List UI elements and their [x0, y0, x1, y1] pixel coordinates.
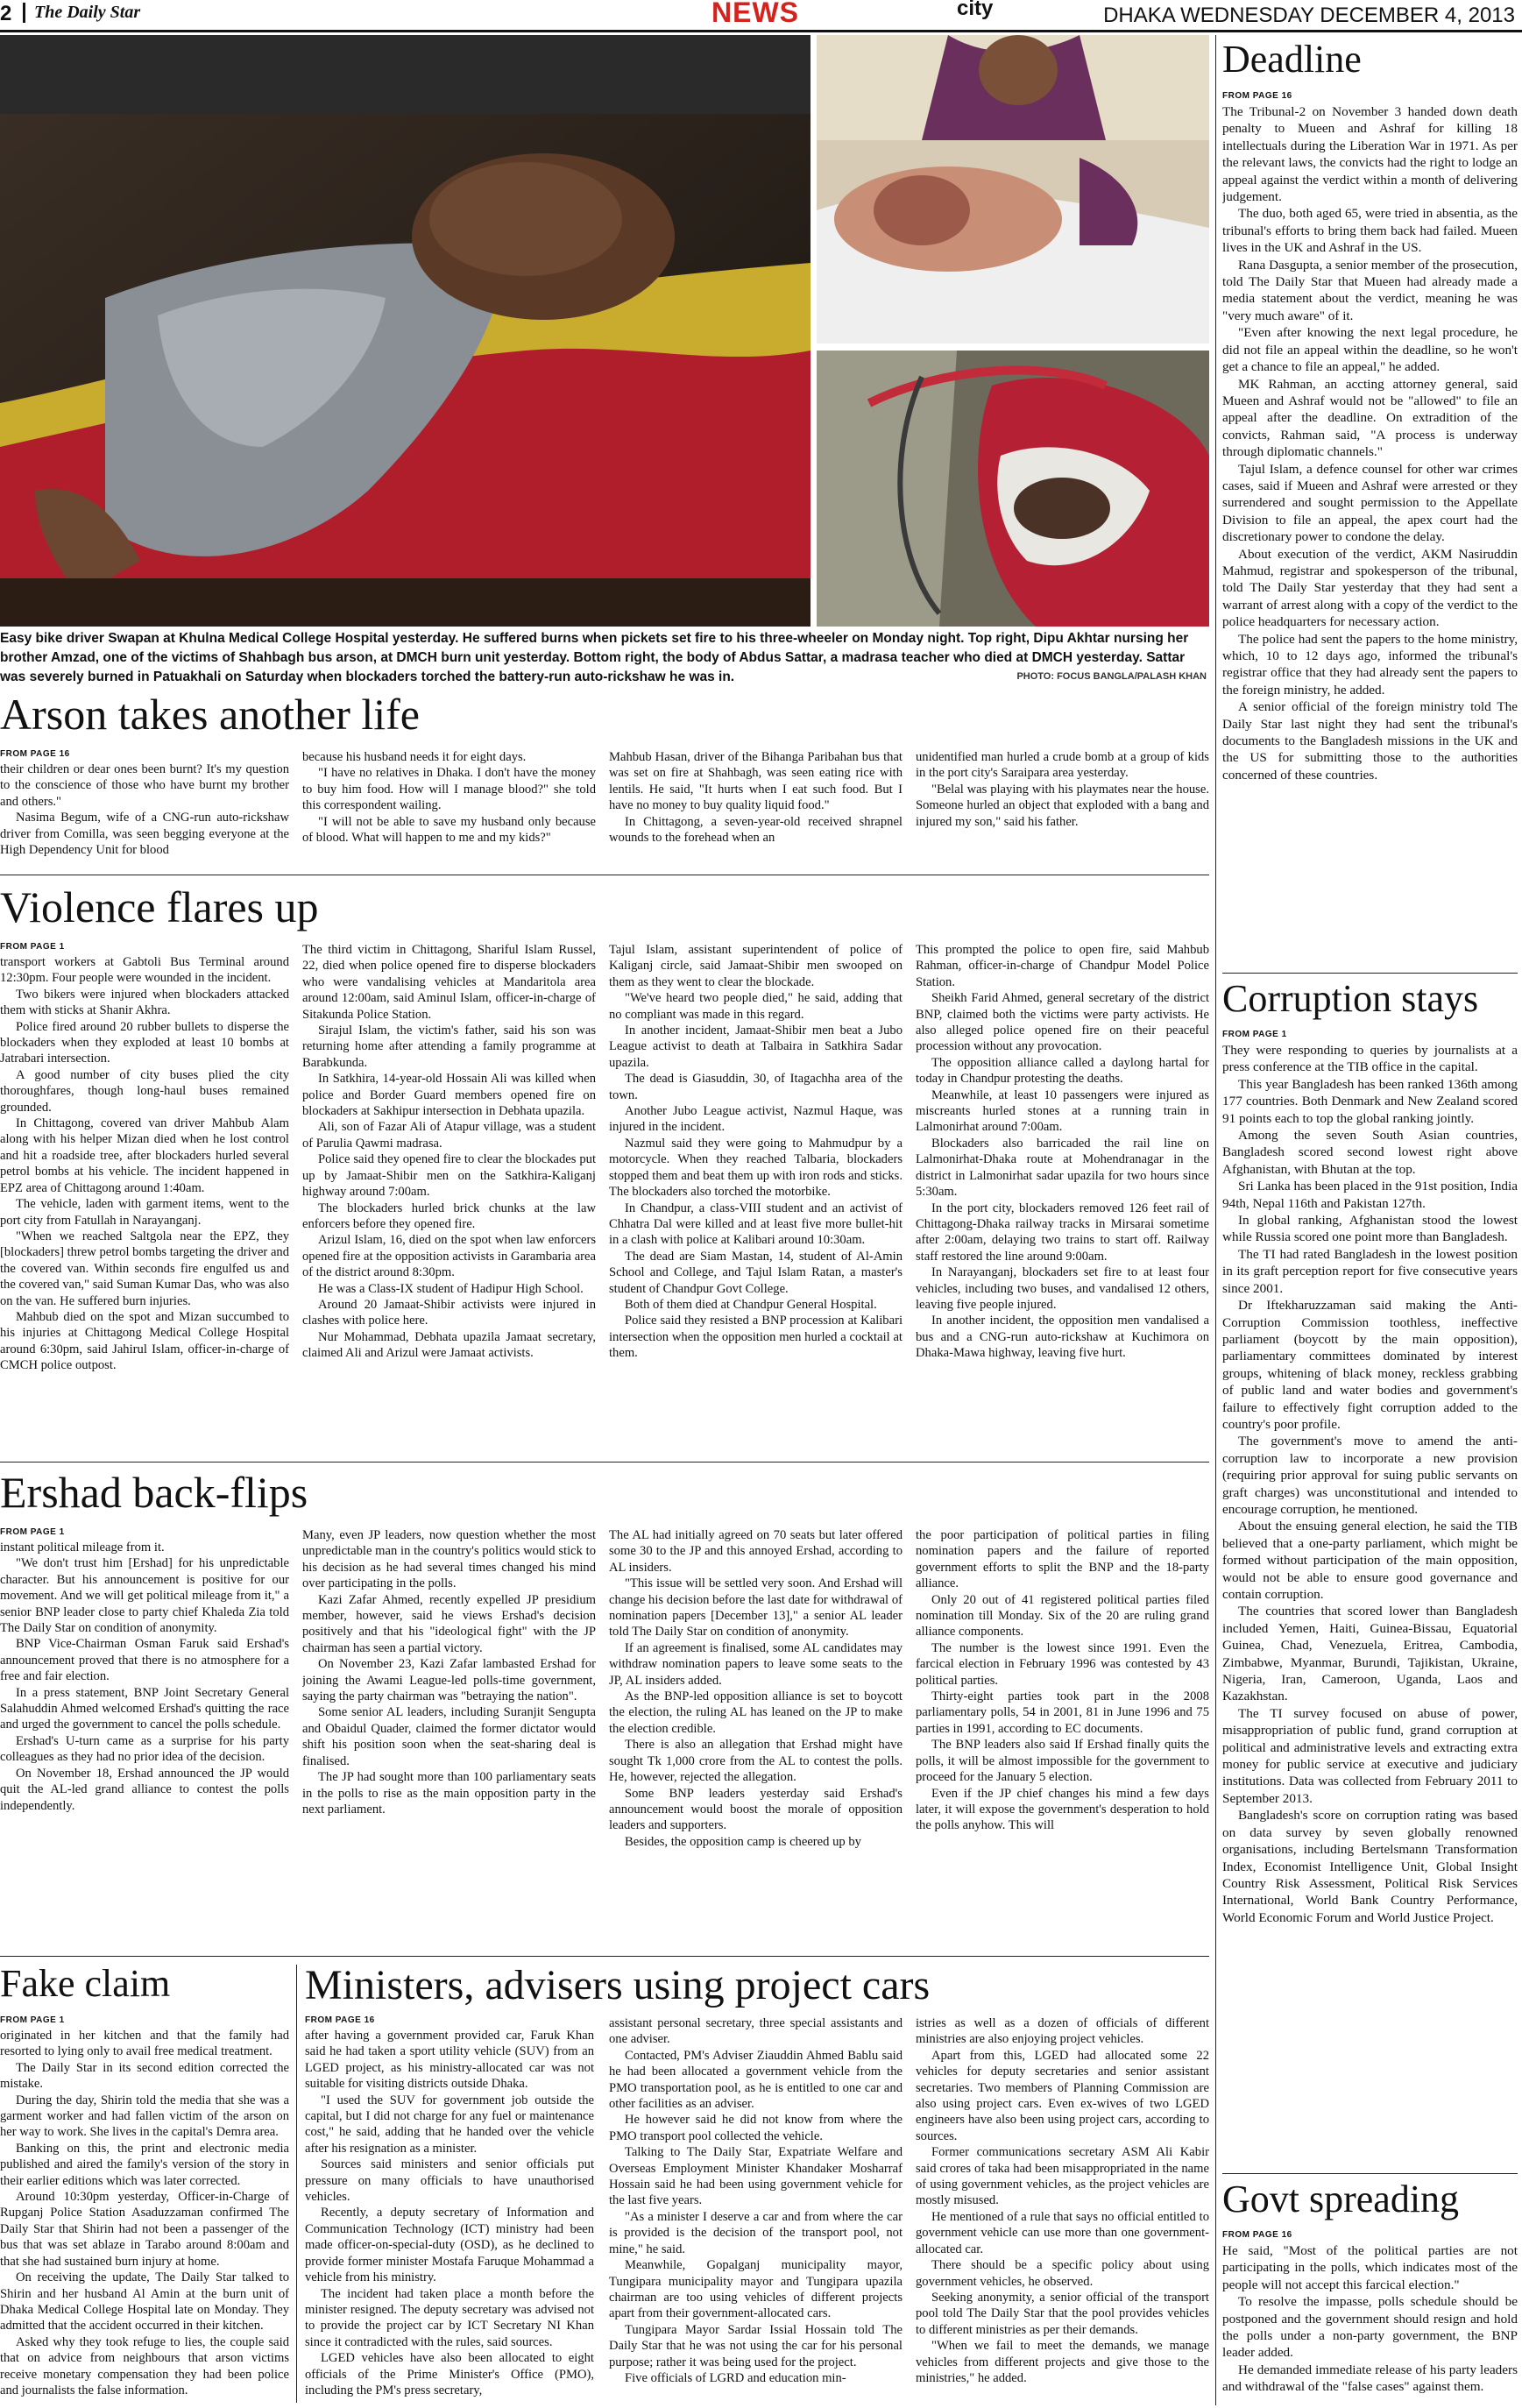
article-violence-col-2: [302, 942, 596, 1454]
paragraph: Dr Iftekharuzzaman said making the Anti-Corruption Commission toothless, ineffective parliament (boycott by the main opposition), parliamentary committees dominated by interest groups, whitening of black money, reckless grabbing of public land and water bodies and government's failure to effectively fight corruption added to the country's poor profile.: [1222, 1298, 1518, 1432]
paragraph: The dead is Giasuddin, 30, of Itagachha area of the town.: [609, 1072, 903, 1102]
paragraph: The opposition alliance called a daylong hartal for today in Chandpur protesting the deaths.: [916, 1055, 1209, 1087]
paragraph: Both of them died at Chandpur General Hospital.: [625, 1297, 877, 1312]
paragraph: On November 18, Ershad announced the JP would quit the AL-led grand alliance to contest the polls independently.: [0, 1766, 289, 1813]
paragraph: Talking to The Daily Star, Expatriate Welfare and Overseas Employment Minister Khandaker Mosharraf Hossain said he had been using government vehicle for the last five years.: [609, 2145, 903, 2208]
paragraph: instant political mileage from it.: [0, 1540, 165, 1555]
paragraph: Former communications secretary ASM Ali Kabir said crores of taka had been misappropriated in the name of using government vehicles, as the project vehicles are mostly misused.: [916, 2145, 1209, 2208]
paragraph: Some senior AL leaders, including Suranjit Sengupta and Obaidul Quader, claimed the former dictator would shift his position soon when the seat-sharing deal is finalised.: [302, 1705, 596, 1768]
paragraph: LGED vehicles have also been allocated to eight officials of the Prime Minister's Office (PMO), including the PM's press secretary,: [305, 2351, 594, 2397]
paragraph: originated in her kitchen and that the family had resorted to lying only to avail free medical treatment.: [0, 2029, 289, 2059]
paragraph: Contacted, PM's Adviser Ziauddin Ahmed Bablu said he had been allocated a government vehicle from the PMO transportation pool, as he is entitled to one car and other facilities as an adviser.: [609, 2048, 903, 2112]
article-govt-spreading: [1222, 2242, 1518, 2405]
paragraph: MK Rahman, an accting attorney general, said Mueen and Ashraf would not be "allowed" to file an appeal after the deadline. On extradition of the convicts, Rahman said, "A process is underway through diplomatic channels.": [1222, 376, 1518, 460]
paragraph: The BNP leaders also said If Ershad finally quits the polls, it will be almost impossible for the government to proceed for the January 5 election.: [916, 1738, 1209, 1785]
article-ershad-col-1: [0, 1540, 289, 1951]
paragraph: Bangladesh's score on corruption rating was based on data survey by seven globally renowned organisations, including Bertelsmann Transformation Index, Economist Intelligence Unit, Global Insight Country Risk Assessment, Political Risk Services International, World Bank Country Performance, World Economic Forum and World Justice Project.: [1222, 1808, 1518, 1925]
paragraph: Ali, son of Fazar Ali of Atapur village, was a student of Parulia Qawmi madrasa.: [302, 1120, 596, 1151]
paragraph: In global ranking, Afghanistan stood the lowest while Russia scored one point more than Bangladesh.: [1222, 1213, 1518, 1245]
photo-credit: PHOTO: FOCUS BANGLA/PALASH KHAN: [1016, 671, 1207, 682]
paragraph: "I used the SUV for government job outside the capital, but I did not charge for any fuel or maintenance cost," he said, adding that he handed over the vehicle after his resignation as a minister.: [305, 2093, 594, 2156]
from-page-arson: FROM PAGE 16: [0, 749, 70, 759]
paragraph: Nasima Begum, wife of a CNG-run auto-rickshaw driver from Comilla, was seen begging everyone at the High Dependency Unit for blood: [0, 811, 289, 858]
paragraph: their children or dear ones been burnt? It's my question to the conscience of those who have burnt my brother and others.": [0, 762, 289, 809]
paragraph: In Chandpur, a class-VIII student and an activist of Chhatra Dal were killed and at least five more bullet-hit in a clash with police at Kalibari around 10:30am.: [609, 1200, 903, 1248]
paragraph: Around 10:30pm yesterday, Officer-in-Charge of Rupganj Police Station Asaduzzaman confirmed The Daily Star that Shirin had not been a passenger of the bus that was set ablaze in Tarabo around 8:00am and that she had sustained burn injury at home.: [0, 2190, 289, 2269]
paragraph: the poor participation of political parties in filing nomination papers and the failure of reported government efforts to split the BNP and the 18-party alliance.: [916, 1528, 1209, 1591]
paragraph: "Belal was playing with his playmates near the house. Someone hurled an object that exploded with a bang and injured my son," said his father.: [916, 782, 1209, 829]
article-arson-col-2: [302, 749, 596, 867]
paragraph: Mahbub Hasan, driver of the Bihanga Paribahan bus that was set on fire at Shahbagh, was seen eating rice with lentils. He said, "It hurts when I eat such food. But I have no money to buy quality liquid food.": [609, 750, 903, 813]
paragraph: istries as well as a dozen of officials of different ministries are also enjoying project vehicles.: [916, 2016, 1209, 2047]
from-page-govt: FROM PAGE 16: [1222, 2230, 1292, 2240]
paragraph: In Chittagong, covered van driver Mahbub Alam along with his helper Mizan died when he lost control and hit a roadside tree, after blockaders hurled several petrol bombs at his vehicle. The incident happened in EPZ area of Chittagong around 1:40am.: [0, 1116, 289, 1195]
article-arson-col-3: [609, 749, 903, 867]
headline-ministers: Ministers, advisers using project cars: [305, 1962, 931, 2008]
headline-deadline: Deadline: [1222, 38, 1362, 81]
paragraph: In the port city, blockaders removed 126 feet rail of Chittagong-Dhaka railway tracks in Mirsarai sometime after 2:00am, delaying two trains to start off. Railway staff restored the line around 9:00am.: [916, 1200, 1209, 1264]
paragraph: Nur Mohammad, Debhata upazila Jamaat secretary, claimed Ali and Arizul were Jamaat activists.: [302, 1329, 596, 1361]
divider: [1222, 2173, 1518, 2174]
headline-corruption: Corruption stays: [1222, 977, 1479, 1020]
headline-fake-claim: Fake claim: [0, 1962, 171, 2005]
article-violence-col-4: [916, 942, 1209, 1454]
paragraph: unidentified man hurled a crude bomb at a group of kids in the port city's Saraipara area yesterday.: [916, 750, 1209, 781]
paragraph: Police said they resisted a BNP procession at Kalibari intersection when the opposition men hurled a cocktail at them.: [609, 1314, 903, 1361]
paragraph: This year Bangladesh has been ranked 136th among 177 countries. Both Denmark and New Zealand scored 91 points each to top the global ranking jointly.: [1222, 1076, 1518, 1126]
paragraph: The dead are Siam Mastan, 14, student of Al-Amin School and College, and Tajul Islam Ratan, a master's student of Chandpur Govt College.: [609, 1249, 903, 1296]
paragraph: The JP had sought more than 100 parliamentary seats in the polls to rise as the main opposition party in the next parliament.: [302, 1770, 596, 1817]
divider: [296, 1965, 297, 2403]
paragraph: Two bikers were injured when blockaders attacked them with sticks at Shanir Akhra.: [0, 987, 289, 1018]
paragraph: He said, "Most of the political parties are not participating in the polls, which indicates most of the people will not accept this farcical election.": [1222, 2243, 1518, 2292]
paragraph: "As a minister I deserve a car and from where the car is provided is the decision of the transport pool, not mine," he said.: [609, 2209, 903, 2256]
paragraph: On receiving the update, The Daily Star talked to Shirin and her husband Al Amin at the burn unit of Dhaka Medical College Hospital late on Monday. They admitted that the accident occurred in their kitchen.: [0, 2270, 289, 2334]
paragraph: The blockaders hurled brick chunks at the law enforcers before they opened fire.: [302, 1200, 596, 1231]
paragraph: This prompted the police to open fire, said Mahbub Rahman, officer-in-charge of Chandpur Model Police Station.: [916, 943, 1209, 989]
photo-caption: Easy bike driver Swapan at Khulna Medical College Hospital yesterday. He suffered burns when pickets set fire to his three-wheeler on Monday night. Top right, Dipu Akhtar nursing her brother Amzad, one of the victims of Shahbagh bus arson, at DMCH burn unit yesterday. Bottom right, the body of Abdus Sattar, a madrasa teacher who died at DMCH yesterday. Sattar was severely burned in Patuakhali on Saturday when blockaders torched the battery-run auto-rickshaw he was in.: [0, 631, 1189, 684]
paragraph: assistant personal secretary, three special assistants and one adviser.: [609, 2016, 903, 2047]
from-page-fake: FROM PAGE 1: [0, 2015, 65, 2025]
paragraph: Mahbub died on the spot and Mizan succumbed to his injuries at Chittagong Medical College Hospital around 6:30pm, said Jahirul Islam, officer-in-charge of CMCH police outpost.: [0, 1309, 289, 1373]
divider: [0, 1956, 1209, 1957]
main-photo-image: [0, 35, 811, 627]
paragraph: A good number of city buses plied the city thoroughfares, though long-haul buses remained grounded.: [0, 1067, 289, 1115]
paragraph: Ershad's U-turn came as a surprise for his party colleagues as they had no prior idea of the decision.: [0, 1733, 289, 1765]
paragraph: On November 23, Kazi Zafar lambasted Ershad for joining the Awami League-led polls-time government, saying the party chairman was "betraying the nation".: [302, 1657, 596, 1704]
paragraph: "Even after knowing the next legal procedure, he did not file an appeal within the deadline, so he won't get a chance to file an appeal," he added.: [1222, 325, 1518, 375]
paragraph: In Chittagong, a seven-year-old received shrapnel wounds to the forehead when an: [609, 814, 903, 846]
paragraph: Seeking anonymity, a senior official of the transport pool told The Daily Star that the pool provides vehicles to different ministries as per their demands.: [916, 2290, 1209, 2337]
paragraph: Sheikh Farid Ahmed, general secretary of the district BNP, claimed both the victims were party activists. He also alleged police opened fire on their peaceful procession without any provocation.: [916, 991, 1209, 1054]
paragraph: "I will not be able to save my husband only because of blood. What will happen to me and my kids?": [302, 814, 596, 846]
page-number: 2: [0, 2, 12, 25]
paragraph: Tajul Islam, a defence counsel for other war crimes cases, said if Mueen and Ashraf were arrested or they surrendered and sought permission to the Appellate Division to file an appeal, the apex court had the discretionary power to condone the delay.: [1222, 461, 1518, 545]
paragraph: The Tribunal-2 on November 3 handed down death penalty to Mueen and Ashraf for killing 18 intellectuals during the Liberation War in 1971. As per the relevant laws, the convicts had the right to lodge an appeal against the verdict within a month of delivering judgement.: [1222, 104, 1518, 205]
paragraph: transport workers at Gabtoli Bus Terminal around 12:30pm. Four people were wounded in the incident.: [0, 955, 289, 986]
from-page-deadline: FROM PAGE 16: [1222, 91, 1292, 101]
paragraph: The TI had rated Bangladesh in the lowest position in its graft perception report for five consecutive years since 2001.: [1222, 1246, 1518, 1296]
paragraph: Only 20 out of 41 registered political parties filed nomination till Monday. Six of the 20 are ruling grand alliance components.: [916, 1592, 1209, 1640]
article-ministers-col-1: [305, 2028, 594, 2404]
from-page-violence: FROM PAGE 1: [0, 942, 65, 952]
from-page-ministers: FROM PAGE 16: [305, 2015, 375, 2025]
article-violence-col-1: [0, 954, 289, 1454]
paragraph: because his husband needs it for eight days.: [302, 750, 527, 764]
divider: [0, 1462, 1209, 1463]
paragraph: The duo, both aged 65, were tried in absentia, as the tribunal's efforts to bring them back had failed. Mueen lives in the UK and Ashraf in the US.: [1222, 206, 1518, 256]
paragraph: Another Jubo League activist, Nazmul Haque, was injured in the incident.: [609, 1104, 903, 1135]
paragraph: "When we fail to meet the demands, we manage vehicles from different projects and give those to the ministries," he added.: [916, 2339, 1209, 2385]
paragraph: Meanwhile, at least 10 passengers were injured as miscreants hurled stones at a running train in Lalmonirhat around 7:00am.: [916, 1087, 1209, 1135]
paragraph: About the ensuing general election, he said the TIB believed that a one-party parliament, which might be formed without participation of the main opposition, would not be able to ensure good governance and contain corruption.: [1222, 1519, 1518, 1602]
paragraph: They were responding to queries by journalists at a press conference at the TIB office in the capital.: [1222, 1043, 1518, 1075]
paragraph: Banking on this, the print and electronic media published and aired the family's version of the story in their earlier editions which was later corrected.: [0, 2141, 289, 2188]
bottom-right-photo-image: [817, 351, 1209, 627]
headline-arson: Arson takes another life: [0, 690, 421, 739]
paragraph: In Narayanganj, blockaders set fire to at least four vehicles, including two buses, and vandalised 12 others, leaving five people injured.: [916, 1265, 1209, 1312]
paragraph: Even if the JP chief changes his mind a few days later, it will expose the government's desperation to hold the polls anyhow. This will: [916, 1786, 1209, 1833]
photo-top-right: [817, 35, 1209, 343]
paragraph: Around 20 Jamaat-Shibir activists were injured in clashes with police here.: [302, 1297, 596, 1328]
dateline: DHAKA WEDNESDAY DECEMBER 4, 2013: [1103, 4, 1515, 27]
paragraph: The vehicle, laden with garment items, went to the port city from Fatullah in Narayanganj.: [0, 1197, 289, 1228]
paragraph: Some BNP leaders yesterday said Ershad's announcement would boost the morale of opposition leaders and supporters.: [609, 1786, 903, 1833]
paragraph: The third victim in Chittagong, Shariful Islam Russel, 22, died when police opened fire to disperse blockaders who were vandalising vehicles at Mandaritola area around 12:00am, said Aminul Islam, officer-in-charge of Sitakunda Police Station.: [302, 943, 596, 1022]
paragraph: If an agreement is finalised, some AL candidates may withdraw nomination papers to leave some seats to the JP, AL insiders added.: [609, 1640, 903, 1688]
paragraph: The police had sent the papers to the home ministry, which, 10 to 12 days ago, informed the tribunal's registrar office that they had already sent the papers to the foreign ministry, he added.: [1222, 631, 1518, 698]
divider: [1222, 973, 1518, 974]
headline-govt-spreading: Govt spreading: [1222, 2178, 1460, 2220]
paragraph: A senior official of the foreign ministry told The Daily Star last night they had sent the tribunal's documents to the Bangladesh missions in the UK and the US for submitting those to the authorities concerned of these countries.: [1222, 699, 1518, 783]
paragraph: Kazi Zafar Ahmed, recently expelled JP presidium member, however, said he views Ershad's decision positively and that his "ideological fight" with the JP chairman has seen a partial victory.: [302, 1592, 596, 1655]
paragraph: Sri Lanka has been placed in the 91st position, India 94th, Nepal 116th and Pakistan 127th.: [1222, 1179, 1518, 1211]
paragraph: The countries that scored lower than Bangladesh included Yemen, Haiti, Guinea-Bissau, Equatorial Guinea, Chad, Venezuela, Eritrea, Cambodia, Zimbabwe, Myanmar, Burundi, Tajikistan, Ukraine, Nigeria, Iran, Cameroon, Uganda, Laos and Kazakhstan.: [1222, 1604, 1518, 1704]
paper-name: The Daily Star: [23, 3, 140, 23]
paragraph: The Daily Star in its second edition corrected the mistake.: [0, 2060, 289, 2092]
paragraph: Many, even JP leaders, now question whether the most unpredictable man in the country's politics would stick to his decision as he had several times changed his mind over participating in the polls.: [302, 1528, 596, 1591]
top-right-photo-image: [817, 35, 1209, 343]
paragraph: He however said he did not know from where the PMO transport pool collected the vehicle.: [609, 2113, 903, 2143]
paragraph: Asked why they took refuge to lies, the couple said that on advice from neighbours that arson victims receive monetary compensation they had been police and journalists the false information.: [0, 2334, 289, 2397]
paragraph: The AL had initially agreed on 70 seats but later offered some 30 to the JP and this annoyed Ershad, according to AL insiders.: [609, 1528, 903, 1575]
paragraph: Apart from this, LGED had allocated some 22 vehicles for deputy secretaries and senior assistant secretaries. Two members of Planning Commission are also using project cars. Even ex-wives of two LGED engineers have also been using project cars, according to sources.: [916, 2048, 1209, 2143]
paragraph: "When we reached Saltgola near the EPZ, they [blockaders] threw petrol bombs targeting the driver and the covered van. Within seconds fire engulfed us and the covered van," said Suman Kumar Das, who was also on the van. He suffered burn injuries.: [0, 1229, 289, 1308]
paragraph: Besides, the opposition camp is cheered up by: [625, 1834, 861, 1849]
paragraph: Blockaders also barricaded the rail line on Lalmonirhat-Dhaka route at Mohendranagar in the district in Lalmonirhat sadar upazila for two hours since 5:30am.: [916, 1136, 1209, 1200]
article-ministers-col-3: [916, 2015, 1209, 2404]
paragraph: There is also an allegation that Ershad might have sought Tk 1,000 crore from the AL to contest the polls. He, however, rejected the allegation.: [609, 1738, 903, 1785]
paragraph: In Satkhira, 14-year-old Hossain Ali was killed when police and Border Guard members opened fire on blockaders at Sakhipur intersection in Debhata upazila.: [302, 1072, 596, 1119]
article-corruption: [1222, 1042, 1518, 2172]
paragraph: In another incident, the opposition men vandalised a bus and a CNG-run auto-rickshaw at Kuchimora on Dhaka-Mawa highway, leaving five hurt.: [916, 1314, 1209, 1361]
article-arson-col-1: [0, 761, 289, 867]
paragraph: "This issue will be settled very soon. And Ershad will change his decision before the last date for withdrawal of nomination papers [December 13]," a senior AL leader told The Daily Star on condition of anonymity.: [609, 1576, 903, 1640]
from-page-ershad: FROM PAGE 1: [0, 1527, 65, 1537]
paragraph: As the BNP-led opposition alliance is set to boycott the election, the ruling AL has leaned on the JP to make the election credible.: [609, 1689, 903, 1736]
paragraph: Tajul Islam, assistant superintendent of police of Kaliganj circle, said Jamaat-Shibir men swooped on them as they went to clear the blockade.: [609, 943, 903, 989]
article-violence-col-3: [609, 942, 903, 1454]
article-deadline: [1222, 103, 1518, 971]
paragraph: "We don't trust him [Ershad] for his unpredictable character. But his announcement is positive for our movement. And we will get political mileage from it," a senior BNP leader close to party chief Khaleda Zia told The Daily Star on condition of anonymity.: [0, 1556, 289, 1636]
paragraph: Thirty-eight parties took part in the 2008 parliamentary polls, 54 in 2001, 81 in June 1996 and 75 parties in 1991, according to EC documents.: [916, 1689, 1209, 1736]
paragraph: He mentioned of a rule that says no official entitled to government vehicle can use more than one government-allocated car.: [916, 2209, 1209, 2256]
paragraph: During the day, Shirin told the media that she was a garment worker and had fallen victim of the arson on her way to work. She lives in the capital's Demra area.: [0, 2093, 289, 2140]
paragraph: "We've heard two people died," he said, adding that no compliant was made in this regard.: [609, 991, 903, 1022]
paragraph: Arizul Islam, 16, died on the spot when law enforcers opened fire at the opposition activists in Garambaria area of the district around 8:30pm.: [302, 1233, 596, 1280]
paragraph: Recently, a deputy secretary of Information and Communication Technology (ICT) ministry had been made officer-on-special-duty (OSD), as he declined to provide former minister Mostafa Faruque Mohammad a vehicle from his ministry.: [305, 2206, 594, 2285]
paragraph: Five officials of LGRD and education min-: [625, 2370, 846, 2385]
article-ershad-col-4: [916, 1527, 1209, 1951]
article-ministers-col-2: [609, 2015, 903, 2404]
paragraph: About execution of the verdict, AKM Nasiruddin Mahmud, registrar and spokesperson of the tribunal, told The Daily Star yesterday that they had sent a warrant of arrest along with a copy of the verdict to the police headquarters for necessary action.: [1222, 546, 1518, 630]
paragraph: Sources said ministers and senior officials put pressure on many officials to have unauthorised vehicles.: [305, 2157, 594, 2205]
paragraph: Rana Dasgupta, a senior member of the prosecution, told The Daily Star that Mueen had already made a media statement about the verdict, meaning he was "very much aware" of it.: [1222, 257, 1518, 323]
article-arson-col-4: [916, 749, 1209, 867]
column-divider: [1215, 35, 1216, 2405]
paragraph: after having a government provided car, Faruk Khan said he had taken a sport utility vehicle (SUV) from an LGED project, as his ministry-allocated car was not suitable for visiting districts outside Dhaka.: [305, 2029, 594, 2092]
paragraph: Sirajul Islam, the victim's father, said his son was returning home after attending a family programme at Barabkunda.: [302, 1023, 596, 1070]
paragraph: In a press statement, BNP Joint Secretary General Salahuddin Ahmed welcomed Ershad's quitting the race and urged the government to cancel the polls schedule.: [0, 1685, 289, 1732]
paragraph: There should be a specific policy about using government vehicles, he observed.: [916, 2258, 1209, 2289]
main-photo: [0, 35, 811, 627]
paragraph: Nazmul said they were going to Mahmudpur by a motorcycle. When they reached Talbaria, blockaders stopped them and beat them up with iron rods and sticks. The blockaders also torched the motorbike.: [609, 1136, 903, 1200]
paragraph: The TI survey focused on abuse of power, misappropriation of public fund, grand corruption at political and administrative levels and extracting extra money for public service at executive and judiciary institutions. Data was collected from February 2011 to September 2013.: [1222, 1705, 1518, 1806]
paragraph: He demanded immediate release of his party leaders and withdrawal of the "false cases" against them.: [1222, 2362, 1518, 2395]
article-ershad-col-3: [609, 1527, 903, 1951]
paragraph: Among the seven South Asian countries, Bangladesh scored second lowest right above Afghanistan, with Bhutan at the top.: [1222, 1128, 1518, 1177]
article-ershad-col-2: [302, 1527, 596, 1951]
paragraph: The incident had taken place a month before the minister resigned. The deputy secretary was advised not to provide the project car by ICT Secretary NI Khan since it contradicted with the rules, said sources.: [305, 2286, 594, 2349]
paragraph: Meanwhile, Gopalganj municipality mayor, Tungipara municipality mayor and Tungipara upazila chairman are too using vehicles of different projects apart from their government-allocated cars.: [609, 2258, 903, 2321]
paragraph: "I have no relatives in Dhaka. I don't have the money to buy him food. How will I manage blood?" she told this correspondent wailing.: [302, 766, 596, 813]
photo-bottom-right: [817, 351, 1209, 627]
paragraph: The government's move to amend the anti-corruption law to incorporate a new provision (requiring prior approval for suing public servants on graft charges) was unconstitutional and intended to encourage corruption, he mentioned.: [1222, 1434, 1518, 1517]
headline-ershad: Ershad back-flips: [0, 1468, 308, 1517]
paragraph: Police said they opened fire to clear the blockades put up by Jamaat-Shibir men on the Satkhira-Kaliganj highway around 7:00am.: [302, 1152, 596, 1200]
paragraph: In another incident, Jamaat-Shibir men beat a Jubo League activist to death at Talbaira in Satkhira Sadar upazila.: [609, 1023, 903, 1070]
paragraph: The number is the lowest since 1991. Even the farcical election in February 1996 was contested by 43 political parties.: [916, 1640, 1209, 1688]
from-page-corruption: FROM PAGE 1: [1222, 1030, 1287, 1039]
headline-violence: Violence flares up: [0, 882, 319, 931]
paragraph: Police fired around 20 rubber bullets to disperse the blockaders when they exploded at least 10 bombs at Jatrabari intersection.: [0, 1019, 289, 1066]
section-label: NEWS: [711, 0, 799, 28]
paragraph: Tungipara Mayor Sardar Issial Hossain told The Daily Star that he was not using the car for his personal purpose; rather it was being used for the project.: [609, 2322, 903, 2369]
paragraph: He was a Class-IX student of Hadipur High School.: [318, 1281, 584, 1296]
article-fake-claim: [0, 2028, 289, 2404]
subsection-label: city: [957, 0, 994, 20]
paragraph: To resolve the impasse, polls schedule should be postponed and the government should resign and hold the polls under a non-party government, the BNP leader added.: [1222, 2294, 1518, 2361]
paragraph: BNP Vice-Chairman Osman Faruk said Ershad's announcement proved that there is no atmosphere for a free and fair election.: [0, 1637, 289, 1684]
